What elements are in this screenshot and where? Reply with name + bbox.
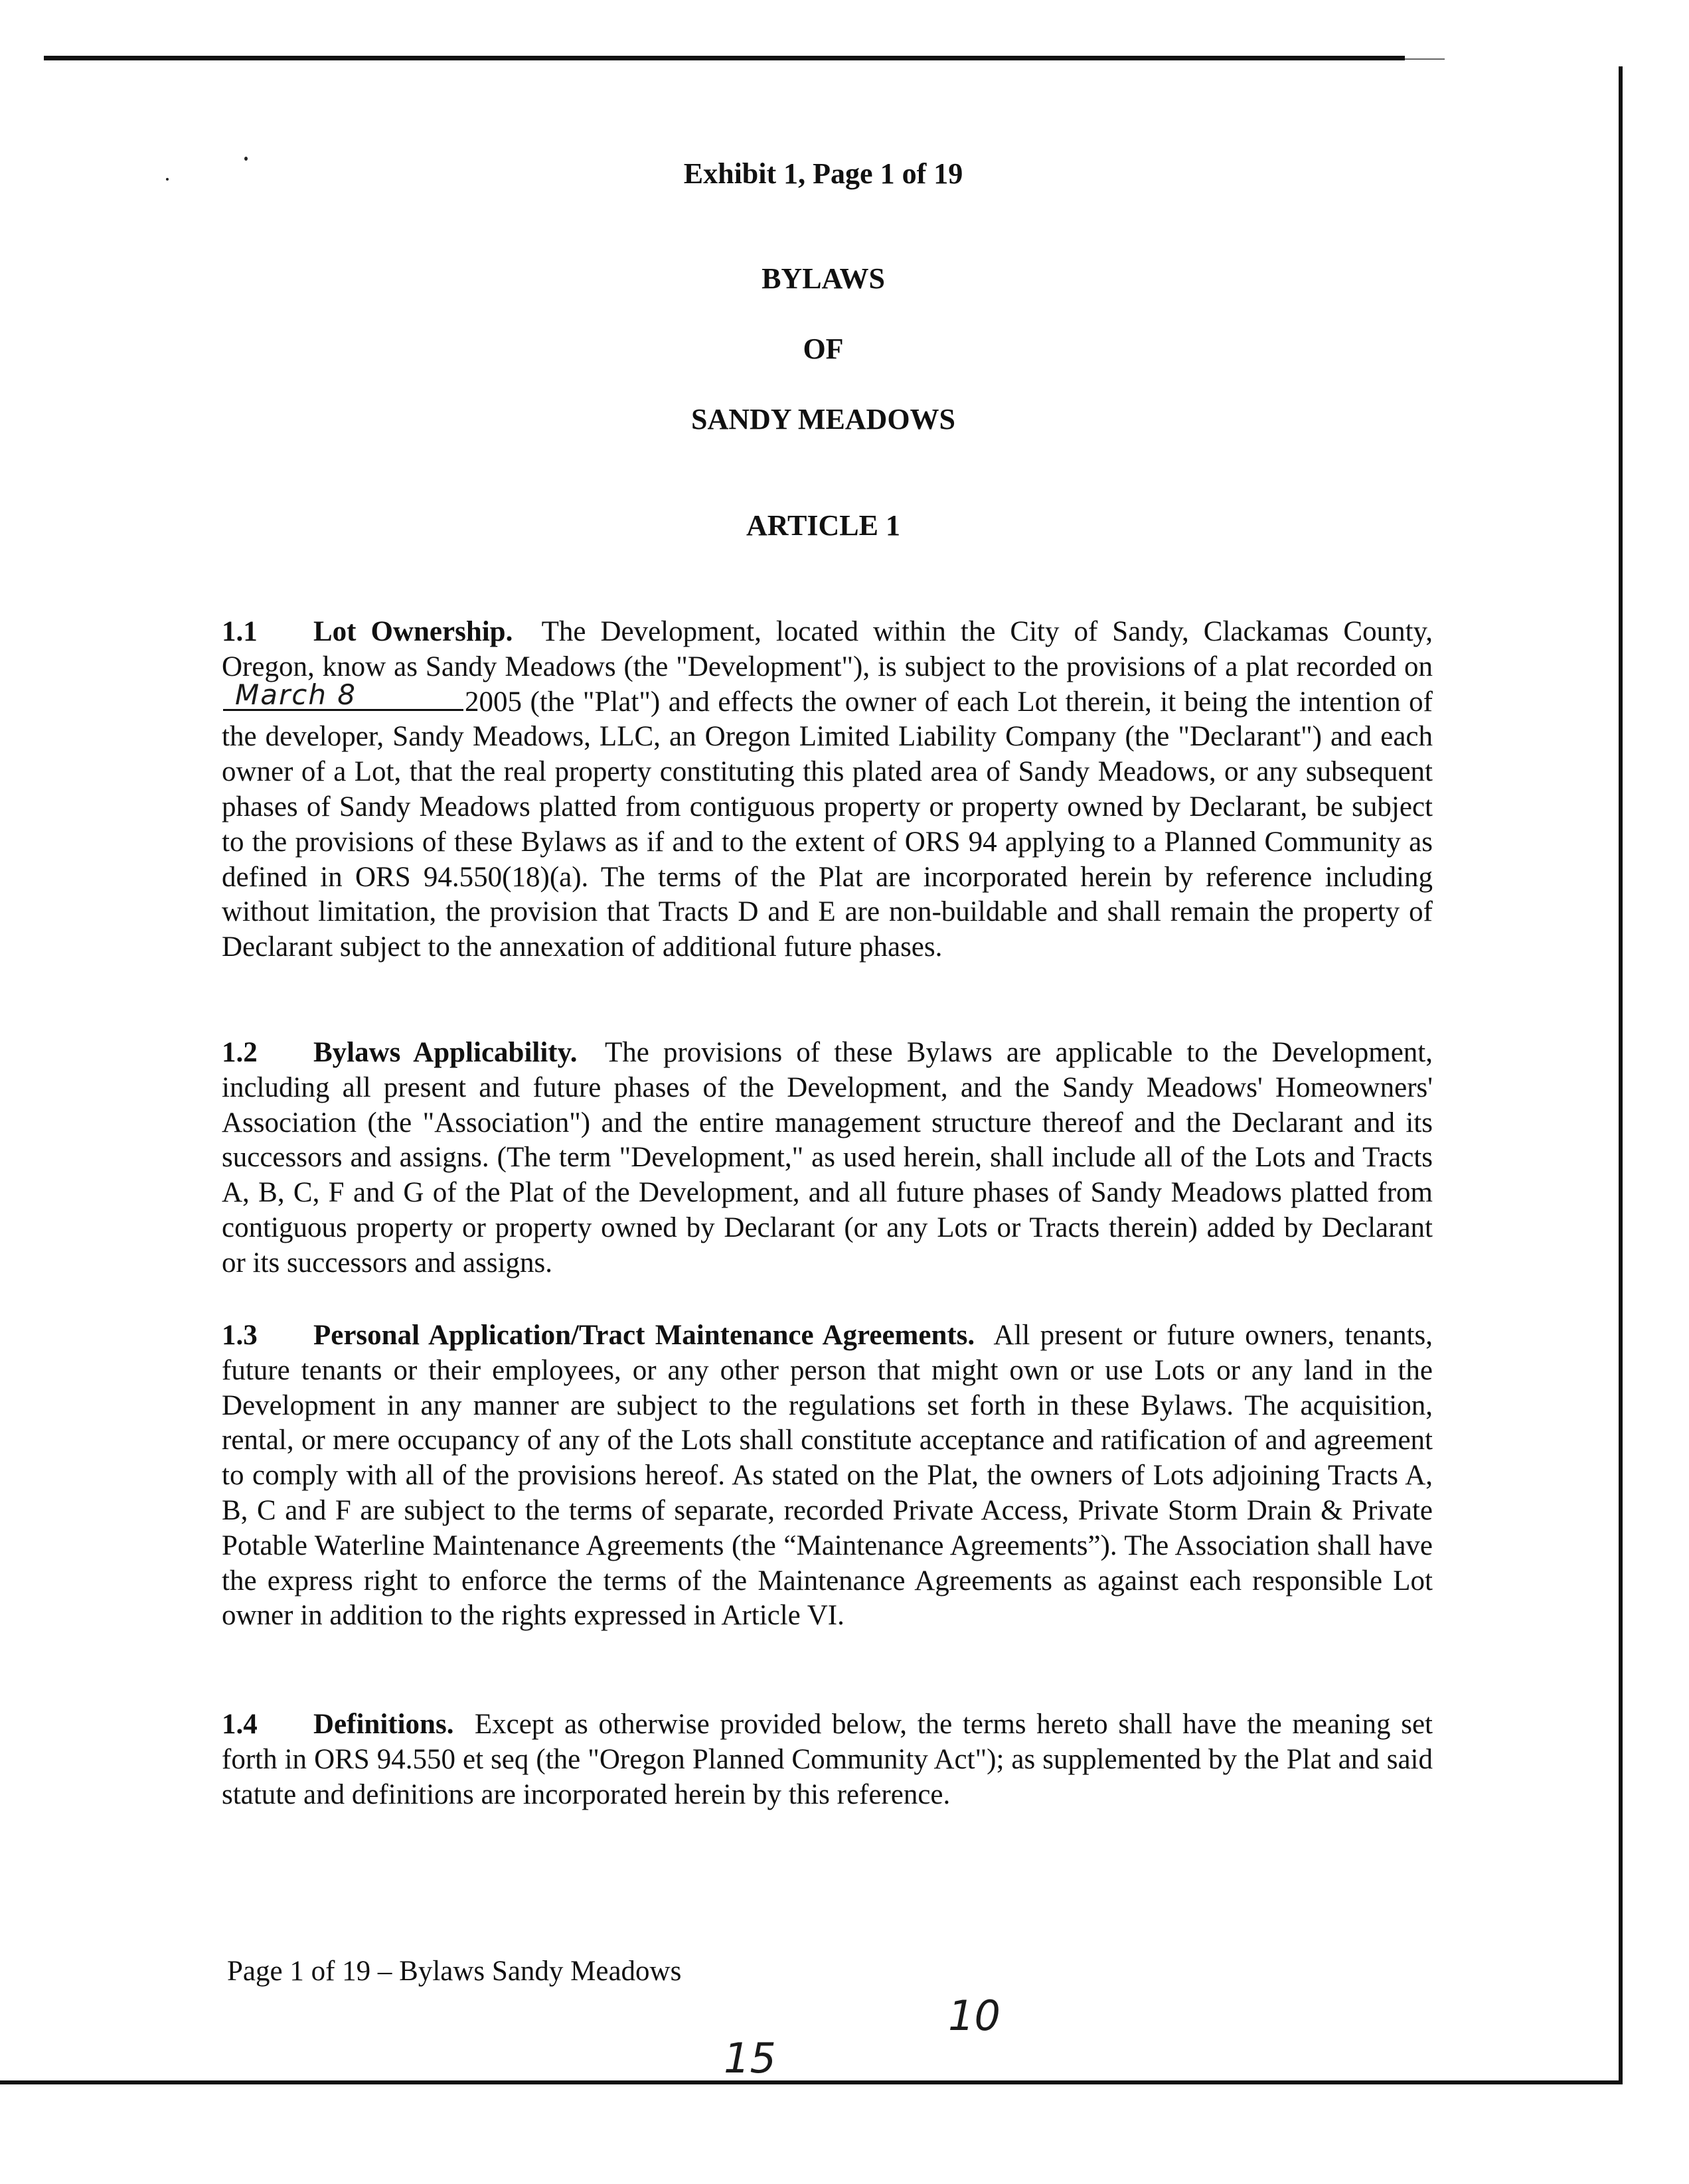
right-border-rule [1619,66,1623,2084]
title-sandy-meadows: SANDY MEADOWS [690,403,956,435]
section-number: 1.2 [222,1037,258,1068]
section-number: 1.3 [222,1320,258,1351]
title-bylaws: BYLAWS [762,262,885,295]
section-text-part2: 2005 (the "Plat") and effects the owner of each Lot therein, it being the intention of the developer, Sandy Meadows, LLC, an Oregon Limited Liability Company (the "Declarant") and each owner of a Lot, that the real property constituting this plated area of Sandy Meadows, or any subsequent phases of Sandy Meadows platted from contiguous property or property owned by Declarant, be subject to the provisions of these Bylaws as if and to the extent of ORS 94 applying to a Planned Community as defined in ORS 94.550(18)(a). The terms of the Plat are incorporated herein by reference including without limitation, the provision that Tracts D and E are non-buildable and shall remain the property of Declarant subject to the annexation of additional future phases. [222,686,1433,963]
section-heading: Definitions [313,1709,447,1740]
section-text: The provisions of these Bylaws are applicable to the Development, including all present and future phases of the Development, and the Sandy Meadows' Homeowners' Association (the "Association") and the entire management structure thereof and the Declarant and its successors and assigns. (The term "Development," as used herein, shall include all of the Lots and Tracts A, B, C, F and G of the Plat of the Development, and all future phases of Sandy Meadows platted from contiguous property or property owned by Declarant (or any Lots or Tracts therein) added by Declarant or its successors and assigns. [222,1037,1433,1279]
handwritten-page-mark-15: 15 [724,2034,776,2082]
section-text: Except as otherwise provided below, the terms hereto shall have the meaning set forth in ORS 94.550 et seq (the "Oregon Planned Community Act"); as supplemented by the Plat and said statute and definitions are incorporated herein by this reference. [222,1709,1433,1810]
section-heading: Bylaws Applicability [313,1037,570,1068]
top-border-rule-tail [1405,58,1445,60]
article-heading: ARTICLE 1 [746,509,900,542]
page-footer: Page 1 of 19 – Bylaws Sandy Meadows [227,1956,682,1987]
section-number: 1.1 [222,616,258,647]
top-border-rule [44,56,1405,60]
bottom-border-rule [0,2080,1623,2084]
section-text-part1: The Development, located within the City of Sandy, Clackamas County, Oregon, know as Sandy Meadows (the "Development"), is subject to the provisions of a plat recorded on [222,616,1433,682]
section-1-1: 1.1 Lot Ownership. The Development, located within the City of Sandy, Clackamas County, Oregon, know as Sandy Meadows (the "Development"), is subject to the provisions of a plat recorded on March 8 2005 (the "Plat") and effects the owner of each Lot therein, it being the intention of the developer, Sandy Meadows, LLC, an Oregon Limited Liability Company (the "Declarant") and each owner of a Lot, that the real property constituting this plated area of Sandy Meadows, or any subsequent phases of Sandy Meadows platted from contiguous property or property owned by Declarant, be subject to the provisions of these Bylaws as if and to the extent of ORS 94 applying to a Planned Community as defined in ORS 94.550(18)(a). The terms of the Plat are incorporated herein by reference including without limitation, the provision that Tracts D and E are non-buildable and shall remain the property of Declarant subject to the annexation of additional future phases. [222,616,1433,963]
section-number: 1.4 [222,1709,258,1740]
section-text: All present or future owners, tenants, future tenants or their employees, or any other person that might own or use Lots or any land in the Development in any manner are subject to the regulations set forth in these Bylaws. The acquisition, rental, or mere occupancy of any of the Lots shall constitute acceptance and ratification of and agreement to comply with all of the provisions hereof. As stated on the Plat, the owners of Lots adjoining Tracts A, B, C and F are subject to the terms of separate, recorded Private Access, Private Storm Drain & Private Potable Waterline Maintenance Agreements (the “Maintenance Agreements”). The Association shall have the express right to enforce the terms of the Maintenance Agreements as against each responsible Lot owner in addition to the rights expressed in Article VI. [222,1320,1433,1632]
handwritten-date: March 8 [235,678,357,711]
handwritten-page-mark-10: 10 [948,1991,1001,2040]
section-1-4: 1.4 Definitions. Except as otherwise provided below, the terms hereto shall have the meaning set forth in ORS 94.550 et seq (the "Oregon Planned Community Act"); as supplemented by the Plat and said statute and definitions are incorporated herein by this reference. [222,1709,1433,1810]
title-of: OF [803,333,844,365]
section-heading: Personal Application/Tract Maintenance Agreements [313,1320,968,1351]
date-blank-line [223,678,463,711]
section-1-2: 1.2 Bylaws Applicability. The provisions of these Bylaws are applicable to the Development, including all present and future phases of the Development, and the Sandy Meadows' Homeowners' Association (the "Association") and the entire management structure thereof and the Declarant and its successors and assigns. (The term "Development," as used herein, shall include all of the Lots and Tracts A, B, C, F and G of the Plat of the Development, and all future phases of Sandy Meadows platted from contiguous property or property owned by Declarant (or any Lots or Tracts therein) added by Declarant or its successors and assigns. [222,1037,1433,1279]
section-1-3: 1.3 Personal Application/Tract Maintenance Agreements. All present or future owners, tenants, future tenants or their employees, or any other person that might own or use Lots or any land in the Development in any manner are subject to the regulations set forth in these Bylaws. The acquisition, rental, or mere occupancy of any of the Lots shall constitute acceptance and ratification of and agreement to comply with all of the provisions hereof. As stated on the Plat, the owners of Lots adjoining Tracts A, B, C and F are subject to the terms of separate, recorded Private Access, Private Storm Drain & Private Potable Waterline Maintenance Agreements (the “Maintenance Agreements”). The Association shall have the express right to enforce the terms of the Maintenance Agreements as against each responsible Lot owner in addition to the rights expressed in Article VI. [222,1320,1433,1632]
section-heading: Lot Ownership [313,616,506,647]
exhibit-label: Exhibit 1, Page 1 of 19 [683,157,963,190]
